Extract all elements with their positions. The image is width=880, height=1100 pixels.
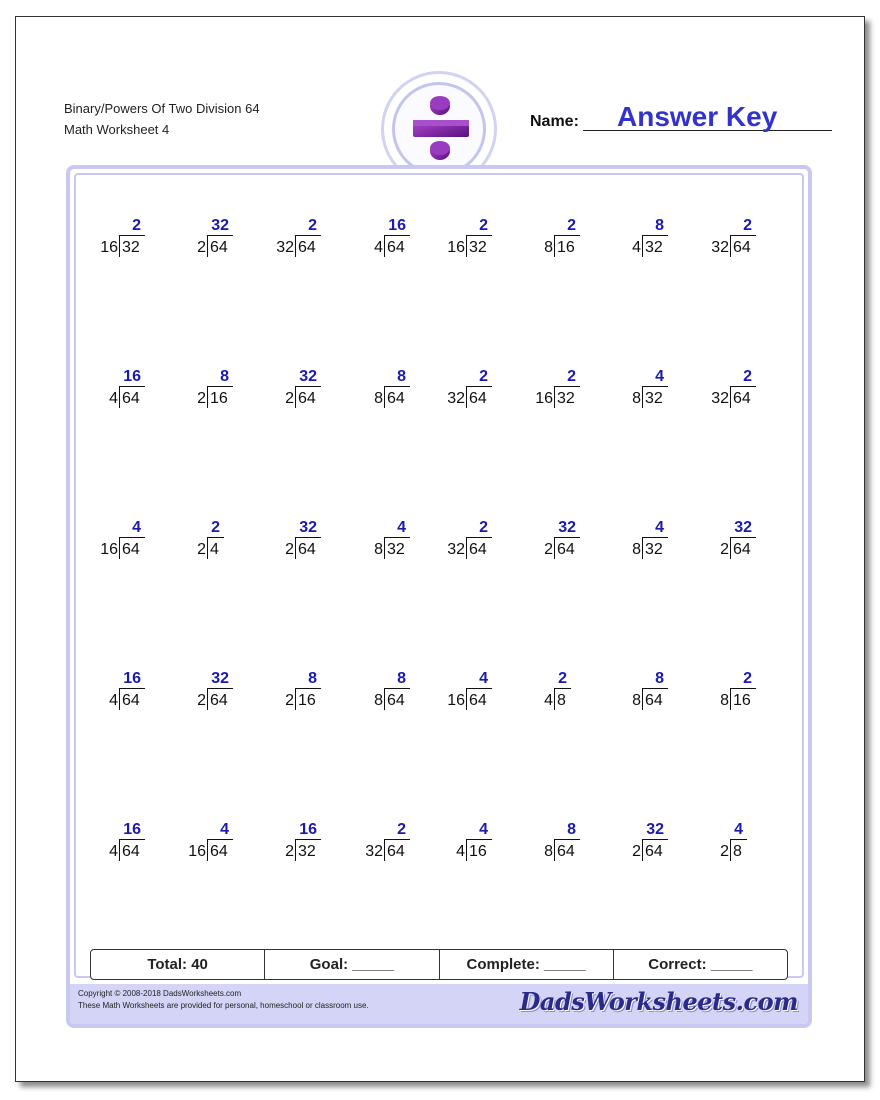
divisor: 32 [365,843,383,860]
divisor: 8 [720,692,729,709]
quotient-answer: 4 [479,821,488,838]
dividend: 64 [210,239,228,256]
division-problem [619,822,699,872]
quotient-answer: 2 [479,519,488,536]
division-problem [619,671,699,721]
division-problem [96,218,176,268]
dividend: 16 [210,390,228,407]
quotient-answer: 32 [646,821,664,838]
division-problem [184,369,264,419]
division-problem [96,520,176,570]
division-problem [443,218,523,268]
dividend: 8 [733,843,742,860]
divisor: 32 [711,390,729,407]
dividend: 64 [122,692,140,709]
quotient-answer: 4 [220,821,229,838]
division-problem [361,671,441,721]
quotient-answer: 32 [211,670,229,687]
worksheet-title [64,98,260,140]
division-problem [707,520,787,570]
divisor: 2 [285,843,294,860]
dividend: 8 [557,692,566,709]
divisor: 2 [197,239,206,256]
problems-area [74,173,804,978]
quotient-answer: 4 [655,368,664,385]
quotient-answer: 2 [211,519,220,536]
quotient-answer: 2 [558,670,567,687]
division-problem [184,218,264,268]
divisor: 8 [632,390,641,407]
dividend: 16 [733,692,751,709]
division-problem [619,520,699,570]
dividend: 64 [387,239,405,256]
quotient-answer: 2 [743,368,752,385]
quotient-answer: 2 [479,217,488,234]
dividend: 64 [557,843,575,860]
dividend: 64 [733,541,751,558]
dividend: 64 [387,843,405,860]
quotient-answer: 32 [299,519,317,536]
divisor: 2 [720,843,729,860]
divisor: 16 [188,843,206,860]
divisor: 4 [544,692,553,709]
dividend: 32 [645,239,663,256]
divisor: 8 [374,692,383,709]
quotient-answer: 2 [743,670,752,687]
name-field [530,103,832,131]
divisor: 4 [109,692,118,709]
brand-logo: DadsWorksheets.com [519,987,798,1016]
division-problem [272,218,352,268]
divisor: 2 [197,541,206,558]
divisor: 2 [197,390,206,407]
divisor: 8 [632,692,641,709]
divisor: 8 [374,541,383,558]
quotient-answer: 16 [123,821,141,838]
divisor: 2 [285,692,294,709]
quotient-answer: 4 [655,519,664,536]
dividend: 32 [122,239,140,256]
division-problem [361,520,441,570]
quotient-answer: 8 [655,217,664,234]
dividend: 16 [298,692,316,709]
division-problem [272,369,352,419]
divisor: 8 [374,390,383,407]
division-problem [619,369,699,419]
name-label: Name: [530,113,579,130]
dividend: 32 [557,390,575,407]
divisor: 32 [711,239,729,256]
divisor: 4 [109,390,118,407]
dividend: 32 [469,239,487,256]
problems-frame [66,165,812,1028]
dividend: 64 [387,390,405,407]
division-problem [619,218,699,268]
quotient-answer: 4 [397,519,406,536]
division-problem [443,671,523,721]
dividend: 64 [557,541,575,558]
dividend: 64 [298,239,316,256]
division-problem [531,369,611,419]
division-problem [443,369,523,419]
footer-band [70,984,808,1024]
dividend: 64 [733,239,751,256]
division-problem [707,218,787,268]
copyright-line-2: These Math Worksheets are provided for personal, homeschool or classroom use. [78,1001,369,1010]
quotient-answer: 16 [299,821,317,838]
quotient-answer: 4 [132,519,141,536]
divisor: 16 [447,239,465,256]
division-problem [184,520,264,570]
title-line-2: Math Worksheet 4 [64,122,170,137]
copyright-line-1: Copyright © 2008-2018 DadsWorksheets.com [78,989,242,998]
divisor: 32 [447,541,465,558]
quotient-answer: 16 [123,368,141,385]
quotient-answer: 32 [299,368,317,385]
dividend: 32 [645,390,663,407]
dividend: 32 [645,541,663,558]
quotient-answer: 8 [220,368,229,385]
quotient-answer: 8 [567,821,576,838]
divisor: 16 [535,390,553,407]
goal-cell: Goal: _____ [265,950,439,979]
division-problem [272,822,352,872]
divisor: 4 [109,843,118,860]
divisor: 2 [285,541,294,558]
divisor: 2 [720,541,729,558]
division-problem [443,520,523,570]
quotient-answer: 8 [397,670,406,687]
division-problem [96,369,176,419]
division-problem [707,671,787,721]
divisor: 16 [100,541,118,558]
quotient-answer: 4 [734,821,743,838]
divisor: 32 [447,390,465,407]
divisor: 4 [456,843,465,860]
division-problem [531,520,611,570]
division-problem [707,369,787,419]
division-problem [531,218,611,268]
quotient-answer: 16 [123,670,141,687]
division-problem [272,671,352,721]
division-problem [531,822,611,872]
dividend: 64 [210,843,228,860]
quotient-answer: 2 [567,368,576,385]
divisor: 16 [100,239,118,256]
divisor: 2 [197,692,206,709]
dividend: 32 [298,843,316,860]
quotient-answer: 8 [655,670,664,687]
division-problem [96,822,176,872]
divisor: 2 [285,390,294,407]
quotient-answer: 32 [558,519,576,536]
dividend: 4 [210,541,219,558]
quotient-answer: 16 [388,217,406,234]
division-problem [184,822,264,872]
divisor: 2 [544,541,553,558]
dividend: 32 [387,541,405,558]
division-problem [443,822,523,872]
division-problem [96,671,176,721]
total-cell: Total: 40 [91,950,265,979]
division-problem [707,822,787,872]
divisor: 16 [447,692,465,709]
quotient-answer: 8 [308,670,317,687]
divisor: 4 [374,239,383,256]
dividend: 16 [557,239,575,256]
quotient-answer: 2 [479,368,488,385]
complete-cell: Complete: _____ [440,950,614,979]
quotient-answer: 2 [743,217,752,234]
dividend: 16 [469,843,487,860]
copyright [78,988,369,1012]
quotient-answer: 2 [132,217,141,234]
division-problem [361,218,441,268]
dividend: 64 [298,541,316,558]
dividend: 64 [469,390,487,407]
dividend: 64 [210,692,228,709]
division-problem [361,369,441,419]
worksheet-page [15,16,865,1082]
dividend: 64 [733,390,751,407]
dividend: 64 [645,692,663,709]
dividend: 64 [645,843,663,860]
divisor: 8 [544,239,553,256]
dividend: 64 [122,843,140,860]
quotient-answer: 2 [397,821,406,838]
quotient-answer: 2 [308,217,317,234]
division-problem [531,671,611,721]
dividend: 64 [469,541,487,558]
divisor: 8 [544,843,553,860]
answer-key-text: Answer Key [617,101,778,132]
title-line-1: Binary/Powers Of Two Division 64 [64,101,260,116]
dividend: 64 [122,541,140,558]
quotient-answer: 4 [479,670,488,687]
divisor: 32 [276,239,294,256]
divisor: 2 [632,843,641,860]
division-problem [272,520,352,570]
correct-cell: Correct: _____ [648,956,753,973]
divisor: 4 [632,239,641,256]
quotient-answer: 32 [211,217,229,234]
dividend: 64 [387,692,405,709]
dividend: 64 [122,390,140,407]
dividend: 64 [469,692,487,709]
quotient-answer: 32 [734,519,752,536]
quotient-answer: 8 [397,368,406,385]
dividend: 64 [298,390,316,407]
division-problem [184,671,264,721]
division-problem [361,822,441,872]
score-summary [90,949,788,980]
quotient-answer: 2 [567,217,576,234]
divisor: 8 [632,541,641,558]
